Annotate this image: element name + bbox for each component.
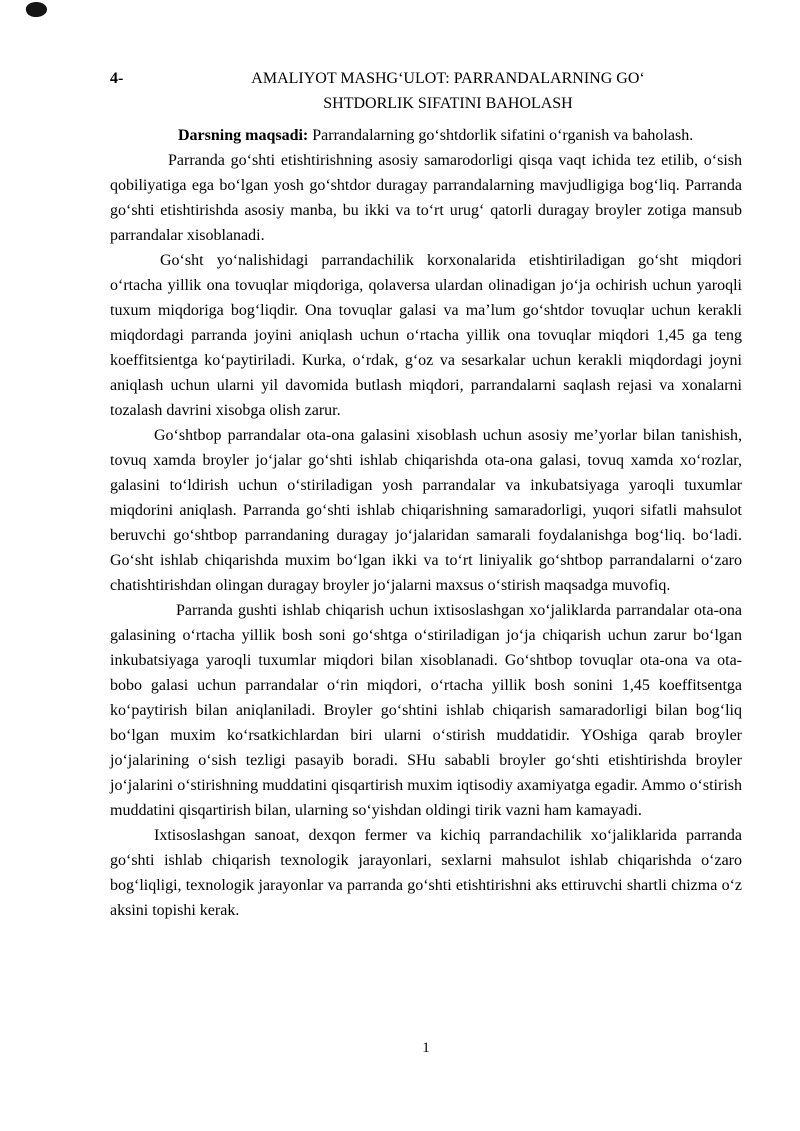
section-number: 4- (110, 70, 124, 87)
paragraph-6: Ixtisoslashgan sanoat, dexqon fermer va kichiq parrandachilik xo‘jaliklarida parranda go‘shti ishlab chiqarish texnologik jarayonlari, sexlarni mahsulot ishlab chiqarishda o‘zaro bog‘liqligi, texnologik jarayonlar va parranda go‘shti etishtirishni aks ettiruvchi shartli chizma o‘z aksini topishi kerak. (110, 827, 742, 919)
paragraph-2: Parranda go‘shti etishtirishning asosiy samarodorligi qisqa vaqt ichida tez etilib, o‘sish qobiliyatiga ega bo‘lgan yosh go‘shtdor duragay parrandalarning mavjudligiga bog‘liq. Parranda go‘shti etishtirishda asosiy manba, bu ikki va to‘rt urug‘ qatorli duragay broyler zotiga mansub parrandalar xisoblanadi. (110, 152, 742, 244)
document-body (110, 123, 742, 923)
paragraph-5: Parranda gushti ishlab chiqarish uchun ixtisoslashgan xo‘jaliklarda parrandalar ota-ona galasining o‘rtacha yillik bosh soni go‘shtga o‘stiriladigan jo‘ja chiqarish uchun zarur bo‘lgan inkubatsiyaga yaroqli tuxumlar miqdori bilan xisoblanadi. Go‘shtbop tovuqlar ota-ona va ota-bobo galasi uchun parrandalar o‘rin miqdori, o‘rtacha yillik bosh sonini 1,45 koeffitsentga ko‘paytirish bilan aniqlaniladi. Broyler go‘shtini ishlab chiqarish samaradorligi bilan bog‘liq bo‘lgan muxim ko‘rsatkichlardan biri ularni o‘stirish muddatidir. YOshiga qarab broyler jo‘jalarining o‘sish tezligi pasayib boradi. SHu sababli broyler go‘shti etishtirishda broyler jo‘jalarini o‘stirishning muddatini qisqartirish muxim iqtisodiy axamiyatga egadir. Ammo o‘stirish muddatini qisqartirish bilan, ularning so‘yishdan oldingi tirik vazni ham kamayadi. (110, 602, 742, 819)
paragraph-4: Go‘shtbop parrandalar ota-ona galasini xisoblash uchun asosiy me’yorlar bilan tanishish, tovuq xamda broyler jo‘jalar go‘shti ishlab chiqarishda ota-ona galasi, tovuq xamda xo‘rozlar, galasini to‘ldirish uchun o‘stiriladigan yosh parrandalar va inkubatsiyaga yaroqli tuxumlar miqdorini aniqlash. Parranda go‘shti ishlab chiqarishning samaradorligi, yuqori sifatli mahsulot beruvchi go‘shtbop parrandaning duragay jo‘jalaridan samarali foydalanishga bog‘liq. bo‘ladi. Go‘sht ishlab chiqarishda muxim bo‘lgan ikki va to‘rt liniyalik go‘shtbop parrandalarni o‘zaro chatishtirishdan olingan duragay broyler jo‘jalarni maxsus o‘stirish maqsadga muvofiq. (110, 427, 742, 594)
page-title (154, 66, 742, 116)
paragraph-goal (110, 123, 742, 148)
paragraph-3: Go‘sht yo‘nalishidagi parrandachilik korxonalarida etishtiriladigan go‘sht miqdori o‘rtacha yillik ona tovuqlar miqdoriga, qolaversa ulardan olinadigan jo‘ja ochirish uchun yaroqli tuxum miqdoriga bog‘liqdir. Ona tovuqlar galasi va ma’lum go‘shtdor tovuqlar uchun kerakli miqdordagi parranda joyini aniqlash uchun o‘rtacha yillik ona tovuqlar miqdori 1,45 ga teng koeffitsientga ko‘paytiriladi. Kurka, o‘rdak, g‘oz va sesarkalar uchun kerakli miqdordagi joyni aniqlash uchun ularni yil davomida butlash miqdori, parrandalarni saqlash rejasi va xonalarni tozalash davrini xisobga olish zarur. (110, 252, 742, 419)
document-content (110, 66, 742, 923)
page-number: 1 (422, 1040, 430, 1056)
paragraph-goal-text: Parrandalarning go‘shtdorlik sifatini o‘rganish va baholash. (308, 127, 694, 144)
scan-artifact (25, 1, 48, 18)
title-line-2: SHTDORLIK SIFATINI BAHOLASH (323, 95, 573, 112)
paragraph-goal-lead: Darsning maqsadi: (178, 127, 309, 144)
document-header (110, 66, 742, 116)
title-line-1: AMALIYOT MASHG‘ULOT: PARRANDALARNING GO‘ (251, 70, 645, 87)
